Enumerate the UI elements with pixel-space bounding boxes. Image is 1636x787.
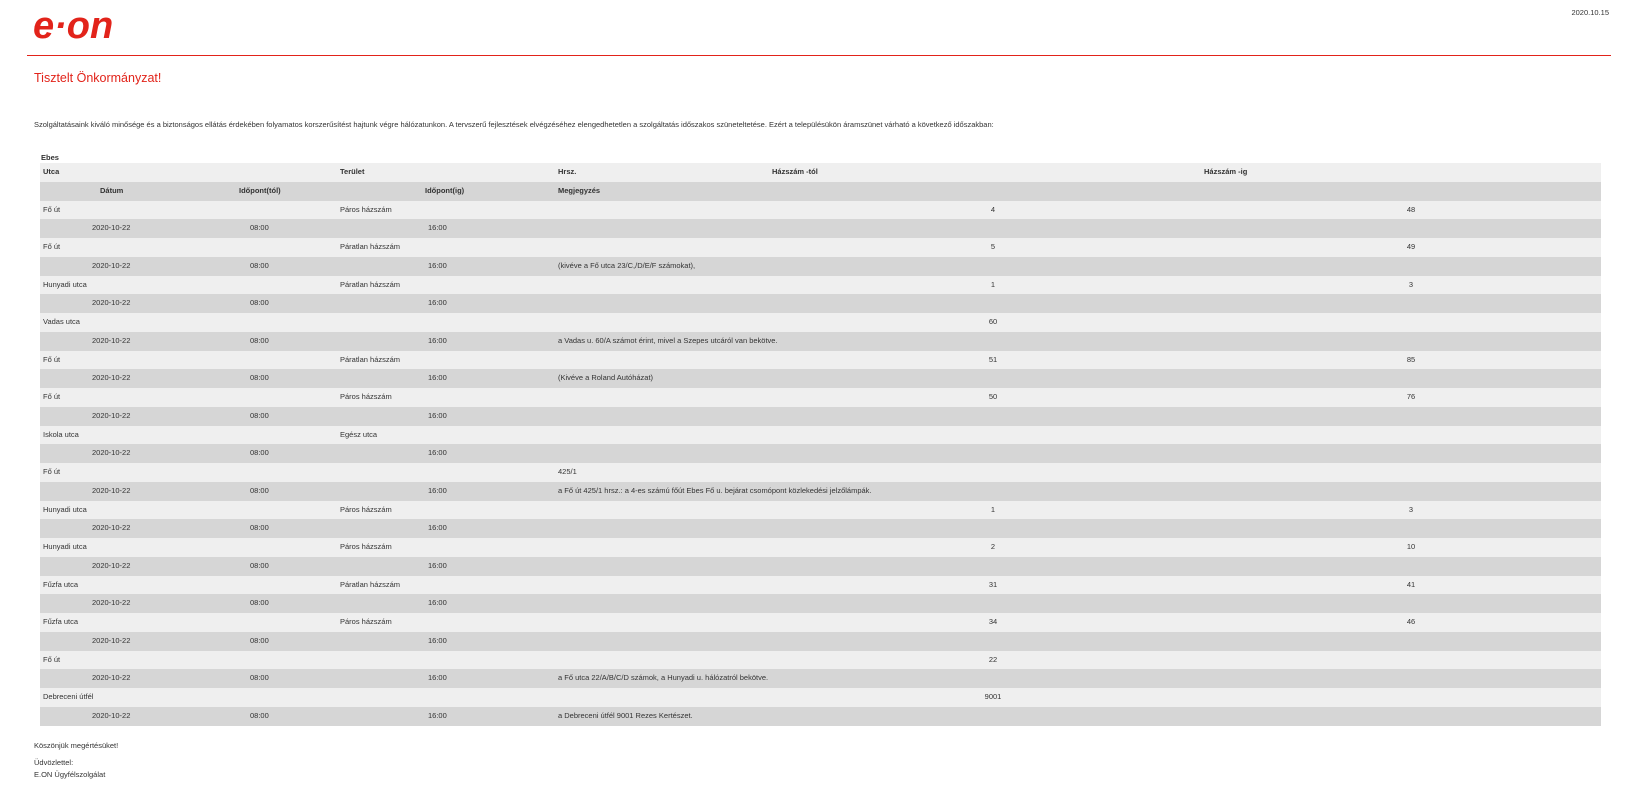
cell-time-start: 08:00 [250,260,269,270]
cell-area: Páratlan házszám [340,354,401,364]
cell-from: 9001 [984,692,1002,701]
intro-text: Szolgáltatásaink kiváló minősége és a biztonságos ellátás érdekében folyamatos korszerűsítést hajtunk végre hálózatunkon. A tervszerű fejlesztések elvégzéséhez elengedhetetlen a szolgáltatás időszakos szüneteltetése. Ezért a településükön áramszünet várható a következő időszakban: [34,120,994,129]
cell-to: 48 [1406,204,1416,214]
header-hrsz: Hrsz. [558,167,577,176]
cell-time-start: 08:00 [250,223,269,233]
cell-time-end: 16:00 [428,223,447,233]
cell-time-end: 16:00 [428,335,447,345]
cell-date: 2020-10-22 [92,448,131,458]
cell-date: 2020-10-22 [92,560,131,570]
cell-to: 49 [1406,242,1416,251]
cell-time-end: 16:00 [428,410,447,420]
cell-street: Fűzfa utca [43,579,79,589]
cell-time-start: 08:00 [250,373,269,383]
table-row-detail [40,444,1601,463]
cell-date: 2020-10-22 [92,673,131,683]
cell-area: Páros házszám [340,617,392,626]
cell-to: 3 [1408,504,1414,514]
cell-date: 2020-10-22 [92,410,131,420]
cell-area: Páratlan házszám [340,279,401,289]
cell-time-start: 08:00 [250,410,269,420]
page-header [0,0,1636,56]
table-row-detail [40,632,1601,651]
svg-text:e·on: e·on [33,8,114,44]
table-body [40,201,1601,726]
table-row [40,538,1601,557]
cell-from: 2 [990,542,996,551]
cell-from: 22 [988,654,998,664]
table-row-detail [40,482,1601,501]
table-row [40,613,1601,632]
cell-area: Páratlan házszám [340,242,401,251]
cell-hrsz: 425/1 [558,467,577,476]
cell-date: 2020-10-22 [92,710,131,720]
cell-date: 2020-10-22 [92,335,131,345]
table-row-detail [40,332,1601,351]
cell-street: Fő út [43,392,61,401]
cell-date: 2020-10-22 [92,298,131,308]
cell-time-start: 08:00 [250,673,269,683]
cell-from: 5 [990,242,996,251]
header-to: Házszám -ig [1204,167,1248,176]
cell-time-end: 16:00 [428,298,447,308]
cell-time-end: 16:00 [428,635,447,645]
cell-from: 51 [988,354,998,364]
cell-time-start: 08:00 [250,485,269,495]
cell-street: Iskola utca [43,429,79,439]
table-row [40,501,1601,520]
cell-note: (kivéve a Fő utca 23/C,/D/E/F számokat), [558,260,696,270]
cell-street: Debreceni útfél [43,692,94,701]
cell-area: Páratlan házszám [340,579,401,589]
table-row-detail [40,294,1601,313]
cell-area: Páros házszám [340,504,392,514]
cell-street: Fő út [43,242,61,251]
cell-street: Fő út [43,204,61,214]
cell-time-start: 08:00 [250,335,269,345]
table-row [40,276,1601,295]
cell-to: 46 [1406,617,1416,626]
outage-table [40,163,1601,726]
cell-time-end: 16:00 [428,485,447,495]
header-date: Dátum [100,185,124,195]
cell-area: Páros házszám [340,204,392,214]
header-note: Megjegyzés [558,185,601,195]
table-row [40,576,1601,595]
cell-time-end: 16:00 [428,560,447,570]
cell-from: 4 [990,204,996,214]
cell-note: (Kivéve a Roland Autóházat) [558,373,654,383]
table-header-row-2 [40,182,1601,201]
cell-date: 2020-10-22 [92,598,131,608]
table-row [40,388,1601,407]
cell-note: a Vadas u. 60/A számot érint, mivel a Szepes utcáról van bekötve. [558,335,778,345]
cell-time-end: 16:00 [428,673,447,683]
cell-time-start: 08:00 [250,710,269,720]
cell-street: Hunyadi utca [43,542,87,551]
header-time-start: Időpont(tól) [239,185,281,195]
cell-time-start: 08:00 [250,598,269,608]
cell-time-start: 08:00 [250,448,269,458]
table-row [40,313,1601,332]
cell-note: a Fő utca 22/A/B/C/D számok, a Hunyadi u. hálózatról bekötve. [558,673,769,683]
cell-time-start: 08:00 [250,523,269,533]
table-row [40,351,1601,370]
table-row-detail [40,594,1601,613]
cell-date: 2020-10-22 [92,485,131,495]
greeting: Tisztelt Önkormányzat! [34,71,162,85]
cell-street: Fő út [43,354,61,364]
cell-time-start: 08:00 [250,560,269,570]
cell-from: 60 [988,317,998,326]
cell-date: 2020-10-22 [92,373,131,383]
table-header-row-1 [40,163,1601,182]
cell-street: Hunyadi utca [43,279,87,289]
cell-to: 41 [1406,579,1416,589]
table-row [40,426,1601,445]
cell-area: Páros házszám [340,392,392,401]
header-divider [27,55,1611,56]
cell-street: Vadas utca [43,317,80,326]
table-row-detail [40,707,1601,726]
cell-date: 2020-10-22 [92,260,131,270]
cell-area: Páros házszám [340,542,392,551]
cell-from: 34 [988,617,998,626]
footer-thanks: Köszönjük megértésüket! [34,741,119,750]
cell-street: Fő út [43,467,61,476]
cell-date: 2020-10-22 [92,523,131,533]
table-row-detail [40,557,1601,576]
header-area: Terület [340,167,365,176]
cell-time-end: 16:00 [428,260,447,270]
footer-signature: E.ON Ügyfélszolgálat [34,770,106,779]
cell-time-end: 16:00 [428,448,447,458]
cell-note: a Debreceni útfél 9001 Rezes Kertészet. [558,710,693,720]
table-row-detail [40,219,1601,238]
cell-from: 31 [988,579,998,589]
table-row-detail [40,369,1601,388]
locality-name: Ebes [41,153,59,162]
cell-to: 10 [1406,542,1416,551]
cell-date: 2020-10-22 [92,223,131,233]
cell-time-start: 08:00 [250,635,269,645]
table-row-detail [40,519,1601,538]
cell-to: 76 [1406,392,1416,401]
eon-logo [33,8,145,44]
cell-time-start: 08:00 [250,298,269,308]
cell-time-end: 16:00 [428,710,447,720]
cell-street: Fő út [43,654,61,664]
cell-street: Hunyadi utca [43,504,87,514]
table-row-detail [40,257,1601,276]
table-row [40,688,1601,707]
cell-note: a Fő út 425/1 hrsz.: a 4-es számú főút Ebes Fő u. bejárat csomópont közlekedési jelzőlámpák. [558,485,872,495]
table-row [40,238,1601,257]
table-row [40,201,1601,220]
document-date: 2020.10.15 [1571,8,1609,17]
cell-street: Fűzfa utca [43,617,79,626]
header-time-end: Időpont(ig) [425,185,465,195]
cell-area: Egész utca [340,429,378,439]
cell-time-end: 16:00 [428,598,447,608]
table-row [40,463,1601,482]
table-row [40,651,1601,670]
cell-from: 1 [990,504,996,514]
cell-to: 3 [1408,279,1414,289]
cell-to: 85 [1406,354,1416,364]
footer-greeting: Üdvözlettel: [34,758,74,767]
cell-time-end: 16:00 [428,523,447,533]
cell-from: 1 [990,279,996,289]
header-from: Házszám -tól [772,167,818,176]
header-street: Utca [43,167,60,176]
table-row-detail [40,407,1601,426]
table-row-detail [40,669,1601,688]
cell-from: 50 [988,392,998,401]
cell-time-end: 16:00 [428,373,447,383]
cell-date: 2020-10-22 [92,635,131,645]
